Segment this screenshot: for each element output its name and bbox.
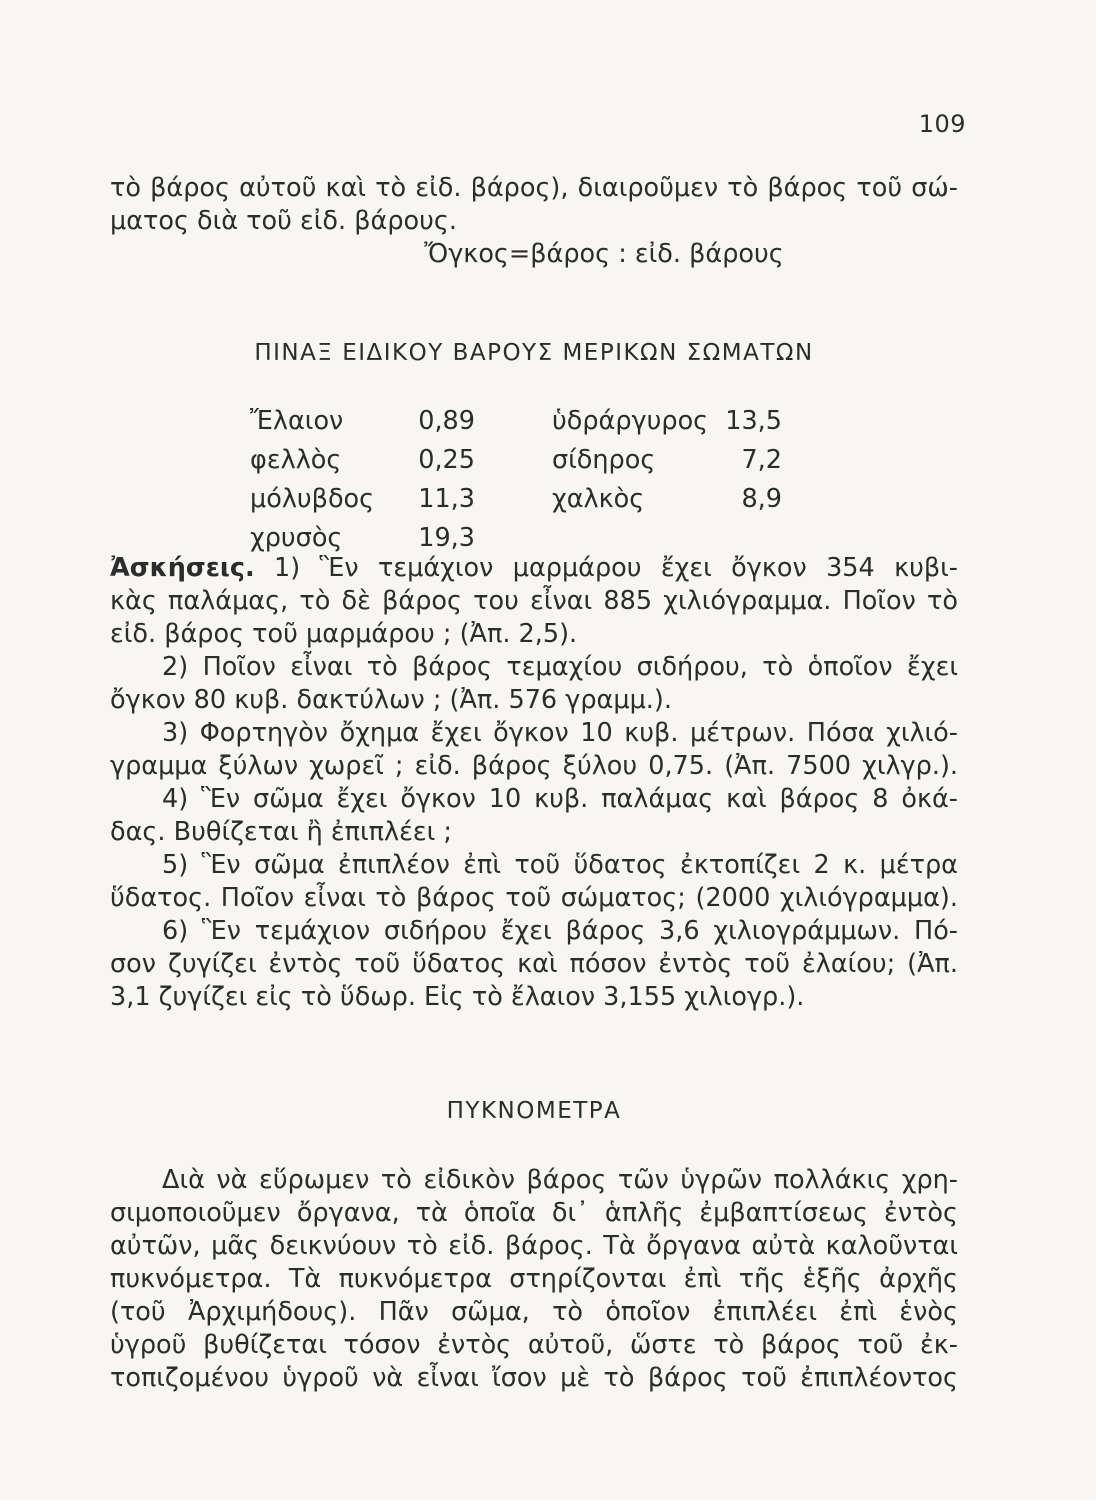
exercise-line (110, 552, 958, 585)
exercise-line: ὄγκον 80 κυβ. δακτύλων ; (Ἀπ. 576 γραμμ.). (110, 685, 672, 715)
exercise-line: 4) Ἓν σῶμα ἔχει ὄγκον 10 κυβ. παλάμας καὶ βάρος 8 ὀκά- (162, 784, 958, 814)
exercise-text: 1) Ἓν τεμάχιον μαρμάρου ἔχει ὄγκον 354 κυβι- (274, 553, 958, 583)
table-row (250, 441, 810, 480)
intro-paragraph (110, 172, 958, 271)
specific-gravity-table (250, 402, 810, 558)
substance-value: 7,2 (741, 445, 782, 475)
substance-name: χαλκὸς (552, 484, 645, 514)
exercise-line: δας. Βυθίζεται ἢ ἐπιπλέει ; (110, 817, 452, 847)
body-line: σιμοποιοῦμεν ὄργανα, τὰ ὁποῖα δι᾽ ἁπλῆς ἐμβαπτίσεως ἐντὸς (110, 1198, 958, 1228)
page-number: 109 (918, 110, 966, 138)
substance-value: 11,3 (418, 484, 475, 514)
exercise-line: κὰς παλάμας, τὸ δὲ βάρος του εἶναι 885 χιλιόγραμμα. Ποῖον τὸ (110, 586, 958, 616)
exercise-line: 3,1 ζυγίζει εἰς τὸ ὕδωρ. Εἰς τὸ ἔλαιον 3,155 χιλιογρ.). (110, 982, 805, 1012)
substance-value: 13,5 (725, 406, 782, 436)
substance-value: 0,89 (418, 406, 475, 436)
table-title: ΠΙΝΑΞ ΕΙΔΙΚΟΥ ΒΑΡΟΥΣ ΜΕΡΙΚΩΝ ΣΩΜΑΤΩΝ (254, 340, 814, 366)
exercise-line: 3) Φορτηγὸν ὄχημα ἔχει ὄγκον 10 κυβ. μέτρων. Πόσα χιλιό- (162, 718, 958, 748)
body-line: πυκνόμετρα. Τὰ πυκνόμετρα στηρίζονται ἐπὶ τῆς ἑξῆς ἀρχῆς (110, 1264, 958, 1294)
body-line: Διὰ νὰ εὕρωμεν τὸ εἰδικὸν βάρος τῶν ὑγρῶν πολλάκις χρη- (162, 1165, 958, 1195)
exercise-line: 5) Ἓν σῶμα ἐπιπλέον ἐπὶ τοῦ ὕδατος ἐκτοπίζει 2 κ. μέτρα (162, 850, 958, 880)
substance-name: ὑδράργυρος (552, 406, 709, 436)
section-heading: ΠΥΚΝΟΜΕΤΡΑ (446, 1098, 622, 1124)
intro-line: τὸ βάρος αὐτοῦ καὶ τὸ εἰδ. βάρος), διαιροῦμεν τὸ βάρος τοῦ σώ- (110, 173, 958, 203)
substance-name: Ἔλαιον (250, 406, 344, 436)
exercise-line: γραμμα ξύλων χωρεῖ ; εἰδ. βάρος ξύλου 0,75. (Ἀπ. 7500 χιλγρ.). (110, 751, 958, 781)
exercise-line: σον ζυγίζει ἐντὸς τοῦ ὕδατος καὶ πόσον ἐντὸς τοῦ ἐλαίου; (Ἀπ. (110, 949, 958, 979)
body-paragraph (110, 1164, 958, 1395)
exercises-label: Ἀσκήσεις. (110, 553, 255, 583)
substance-name: φελλὸς (250, 445, 342, 475)
substance-value: 0,25 (418, 445, 475, 475)
substance-name: σίδηρος (552, 445, 656, 475)
body-line: ὑγροῦ βυθίζεται τόσον ἐντὸς αὐτοῦ, ὥστε τὸ βάρος τοῦ ἐκ- (110, 1330, 958, 1360)
exercise-line: εἰδ. βάρος τοῦ μαρμάρου ; (Ἀπ. 2,5). (110, 619, 578, 649)
exercise-line: ὕδατος. Ποῖον εἶναι τὸ βάρος τοῦ σώματος; (2000 χιλιόγραμμα). (110, 883, 958, 913)
substance-value: 8,9 (741, 484, 782, 514)
substance-name: χρυσὸς (250, 523, 343, 553)
volume-formula: Ὄγκος=βάρος : εἰδ. βάρους (424, 239, 784, 269)
body-line: τοπιζομένου ὑγροῦ νὰ εἶναι ἴσον μὲ τὸ βάρος τοῦ ἐπιπλέοντος (110, 1363, 958, 1393)
exercise-line: 6) Ἓν τεμάχιον σιδήρου ἔχει βάρος 3,6 χιλιογράμμων. Πό- (162, 916, 958, 946)
intro-line: ματος διὰ τοῦ εἰδ. βάρους. (110, 206, 457, 236)
substance-value: 19,3 (418, 523, 475, 553)
table-row (250, 402, 810, 441)
body-line: αὐτῶν, μᾶς δεικνύουν τὸ εἰδ. βάρος. Τὰ ὄργανα αὐτὰ καλοῦνται (110, 1231, 958, 1261)
exercise-line: 2) Ποῖον εἶναι τὸ βάρος τεμαχίου σιδήρου, τὸ ὁποῖον ἔχει (162, 652, 958, 682)
table-row (250, 480, 810, 519)
body-line: (τοῦ Ἀρχιμήδους). Πᾶν σῶμα, τὸ ὁποῖον ἐπιπλέει ἐπὶ ἑνὸς (110, 1297, 958, 1327)
substance-name: μόλυβδος (250, 484, 375, 514)
exercises-section (110, 552, 958, 1014)
